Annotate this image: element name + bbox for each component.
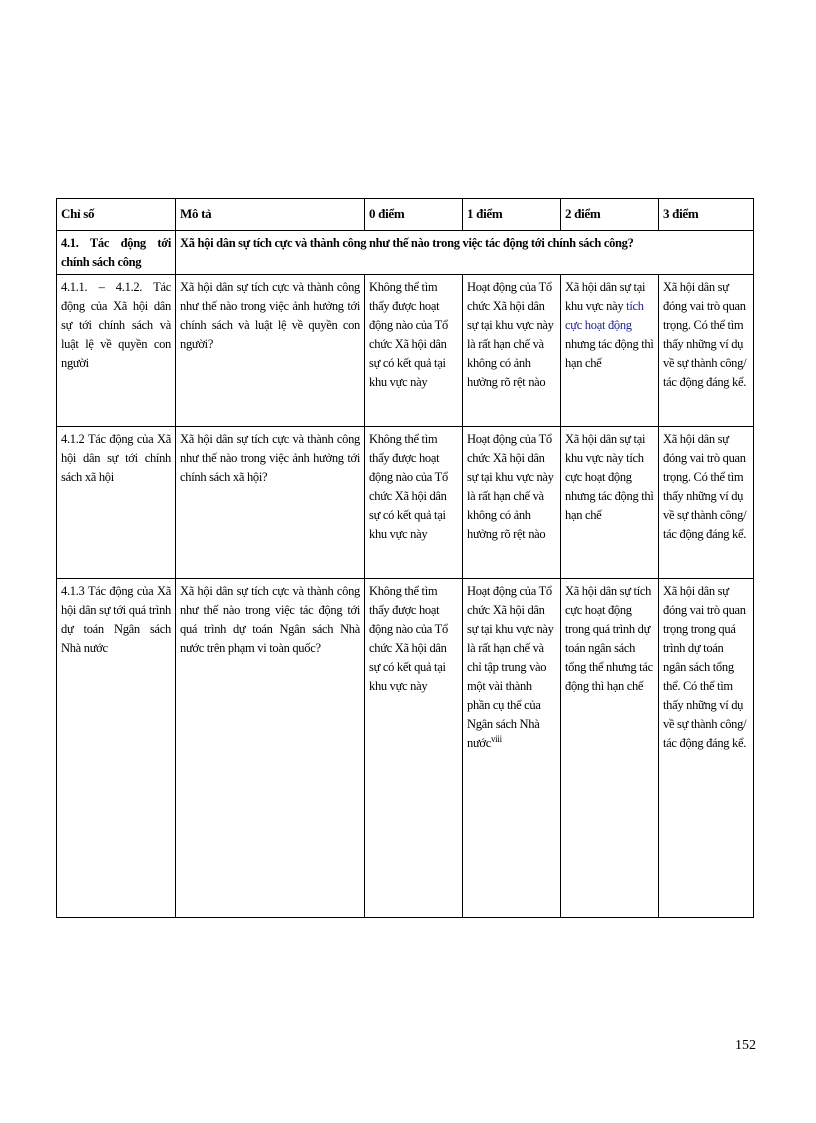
table-row — [57, 275, 754, 427]
row-description: Xã hội dân sự tích cực và thành công như thế nào trong việc tác động tới quá trình dự toán Ngân sách Nhà nước trên phạm vi toàn quốc? — [176, 579, 365, 918]
row-score-3: Xã hội dân sự đóng vai trò quan trọng trong quá trình dự toán ngân sách tổng thể. Có thể tìm thấy những ví dụ về sự thành công/ tác động đáng kể. — [659, 579, 754, 918]
header-score-2: 2 điểm — [561, 199, 659, 231]
row-score-1: Hoạt động của Tổ chức Xã hội dân sự tại khu vực này là rất hạn chế và không có ảnh hưởng rõ rệt nào — [463, 275, 561, 427]
section-question: Xã hội dân sự tích cực và thành công như thế nào trong việc tác động tới chính sách công? — [176, 231, 754, 275]
score-2-text-post: nhưng tác động thì hạn chế — [565, 337, 654, 370]
row-score-0: Không thể tìm thấy được hoạt động nào của Tổ chức Xã hội dân sự có kết quả tại khu vực này — [365, 427, 463, 579]
row-indicator: 4.1.2 Tác động của Xã hội dân sự tới chính sách xã hội — [57, 427, 176, 579]
score-1-text: Hoạt động của Tổ chức Xã hội dân sự tại khu vực này là rất hạn chế và chỉ tập trung vào một vài thành phần cụ thể của Ngân sách Nhà nước — [467, 584, 554, 750]
score-2-link-text: tích cực hoạt động — [565, 299, 644, 332]
section-code: 4.1. Tác động tới chính sách công — [57, 231, 176, 275]
row-score-1 — [463, 579, 561, 918]
row-score-2: Xã hội dân sự tích cực hoạt động trong quá trình dự toán ngân sách tổng thể nhưng tác động thì hạn chế — [561, 579, 659, 918]
page-number: 152 — [735, 1038, 756, 1053]
header-indicator: Chỉ số — [57, 199, 176, 231]
table-row — [57, 427, 754, 579]
row-score-2 — [561, 275, 659, 427]
row-score-0: Không thể tìm thấy được hoạt động nào của Tổ chức Xã hội dân sự có kết quả tại khu vực này — [365, 275, 463, 427]
table-header-row — [57, 199, 754, 231]
row-score-3: Xã hội dân sự đóng vai trò quan trọng. Có thể tìm thấy những ví dụ về sự thành công/ tác động đáng kể. — [659, 275, 754, 427]
section-row — [57, 231, 754, 275]
footnote-marker[interactable]: viii — [490, 733, 502, 744]
row-score-2: Xã hội dân sự tại khu vực này tích cực hoạt động nhưng tác động thì hạn chế — [561, 427, 659, 579]
row-score-1: Hoạt động của Tổ chức Xã hội dân sự tại khu vực này là rất hạn chế và không có ảnh hưởng rõ rệt nào — [463, 427, 561, 579]
row-score-3: Xã hội dân sự đóng vai trò quan trọng. Có thể tìm thấy những ví dụ về sự thành công/ tác động đáng kể. — [659, 427, 754, 579]
row-score-0: Không thể tìm thấy được hoạt động nào của Tổ chức Xã hội dân sự có kết quả tại khu vực này — [365, 579, 463, 918]
header-description: Mô tả — [176, 199, 365, 231]
indicator-table-container — [56, 198, 753, 918]
row-indicator: 4.1.3 Tác động của Xã hội dân sự tới quá trình dự toán Ngân sách Nhà nước — [57, 579, 176, 918]
row-description: Xã hội dân sự tích cực và thành công như thế nào trong việc ảnh hưởng tới chính sách xã hội? — [176, 427, 365, 579]
header-score-0: 0 điểm — [365, 199, 463, 231]
indicator-table — [56, 198, 754, 918]
header-score-3: 3 điểm — [659, 199, 754, 231]
header-score-1: 1 điểm — [463, 199, 561, 231]
table-row — [57, 579, 754, 918]
score-2-text-pre: Xã hội dân sự tại khu vực này — [565, 280, 646, 313]
row-description: Xã hội dân sự tích cực và thành công như thế nào trong việc ảnh hưởng tới chính sách và luật lệ về quyền con người? — [176, 275, 365, 427]
row-indicator: 4.1.1. – 4.1.2. Tác động của Xã hội dân sự tới chính sách và luật lệ về quyền con người — [57, 275, 176, 427]
